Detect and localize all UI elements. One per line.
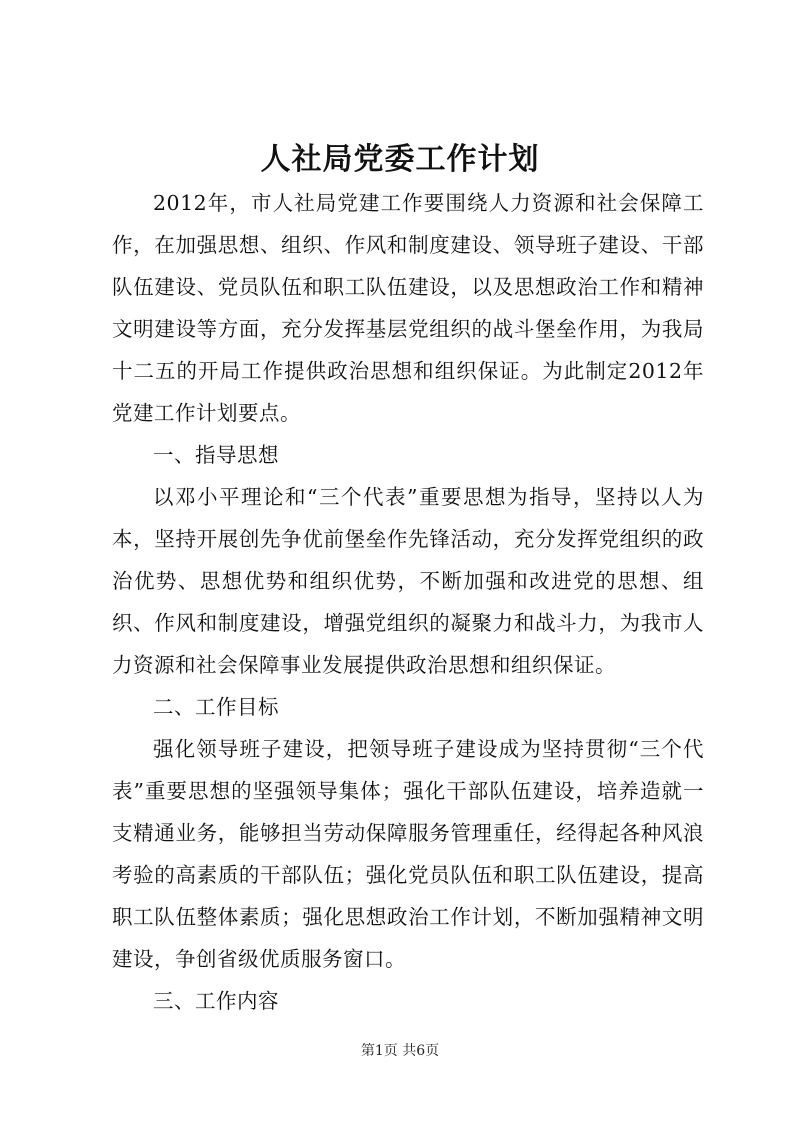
- document-title: 人社局党委工作计划: [260, 142, 540, 177]
- work-goals-paragraph: 强化领导班子建设，把领导班子建设成为坚持贯彻“三个代表”重要思想的坚强领导集体；强化干部队伍建设，培养造就一支精通业务，能够担当劳动保障服务管理重任，经得起各种风浪考验的高素质的干部队伍；强化党员队伍和职工队伍建设，提高职工队伍整体素质；强化思想政治工作计划，不断加强精神文明建设，争创省级优质服务窗口。: [112, 737, 704, 971]
- page-number-footer: 第1页 共6页: [360, 1043, 440, 1059]
- section-heading-work-content: 三、工作内容: [153, 989, 279, 1013]
- guiding-thought-paragraph: 以邓小平理论和“三个代表”重要思想为指导，坚持以人为本，坚持开展创先争优前堡垒作先锋活动，充分发挥党组织的政治优势、思想优势和组织优势，不断加强和改进党的思想、组织、作风和制度建设，增强党组织的凝聚力和战斗力，为我市人力资源和社会保障事业发展提供政治思想和组织保证。: [112, 485, 704, 677]
- section-heading-guiding-thought: 一、指导思想: [153, 443, 279, 467]
- document-body: [112, 182, 704, 1022]
- intro-paragraph: 2012年，市人社局党建工作要围绕人力资源和社会保障工作，在加强思想、组织、作风和制度建设、领导班子建设、干部队伍建设、党员队伍和职工队伍建设，以及思想政治工作和精神文明建设等方面，充分发挥基层党组织的战斗堡垒作用，为我局十二五的开局工作提供政治思想和组织保证。为此制定2012年党建工作计划要点。: [112, 191, 704, 425]
- section-heading-work-goals: 二、工作目标: [153, 695, 279, 719]
